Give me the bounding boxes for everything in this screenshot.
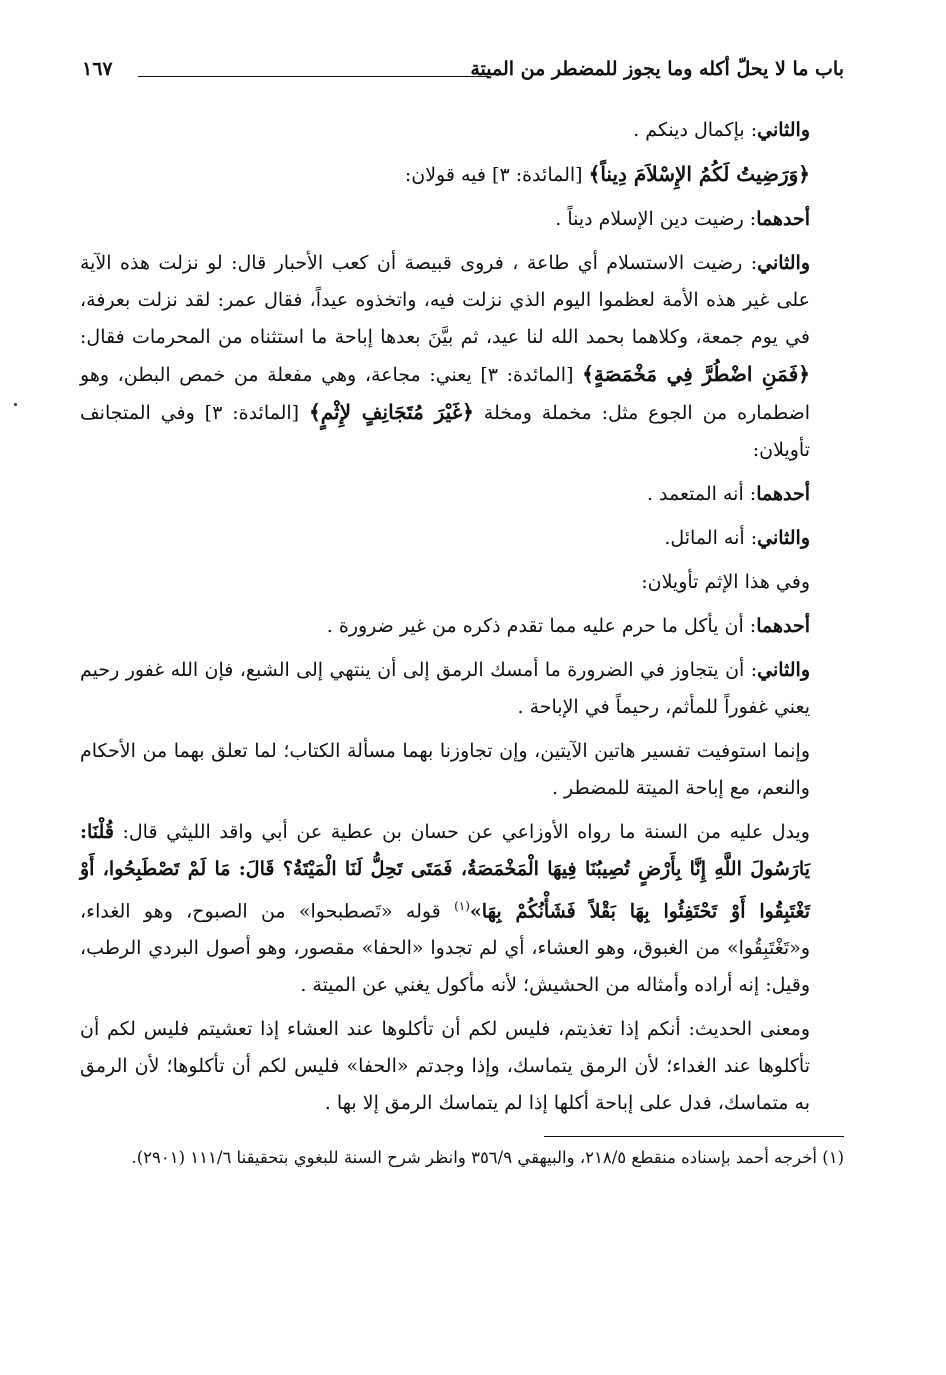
paragraph-text: : أنه المائل.	[664, 527, 758, 549]
paragraph	[80, 814, 844, 1004]
paragraph-label: والثاني	[757, 119, 810, 141]
header-rule	[138, 76, 489, 77]
page-number: ١٦٧	[82, 58, 113, 80]
paragraph-text: [المائدة: ٣] وفي المتجانف تأويلان:	[80, 402, 810, 461]
paragraph-label: أحدهما	[756, 483, 810, 505]
margin-speck	[14, 403, 17, 406]
paragraph-label: أحدهما	[756, 615, 810, 637]
paragraph	[80, 564, 844, 601]
paragraph-text: : أنه المتعمد .	[646, 483, 757, 505]
paragraph	[80, 156, 844, 194]
paragraph-text: : رضيت الاستسلام أي طاعة ، فروى قبيصة أن كعب الأحبار قال: لو نزلت هذه الآية على غير هذه الأمة لعظموا اليوم الذي نزلت فيه، واتخذوه عيداً، فقال عمر: لقد نزلت بعرفة، في يوم جمعة، وكلاهما بحمد الله لنا عيد، ثم بيَّنَ بعدها إباحة ما استثناه من المحرمات فقال:	[80, 252, 810, 348]
paragraph-text: : أن يأكل ما حرم عليه مما تقدم ذكره من غير ضرورة .	[326, 615, 757, 637]
quran-verse: ﴿وَرَضِيتُ لَكُمُ الإِسْلاَمَ دِيناً﴾	[588, 162, 810, 186]
paragraph-text: : أن يتجاوز في الضرورة ما أمسك الرمق إلى أن ينتهي إلى الشبع، فإن الله غفور رحيم يعني غفوراً للمأثم، رحيماً في الإباحة .	[80, 659, 810, 718]
paragraph-text: وفي هذا الإثم تأويلان:	[641, 571, 810, 593]
page-content	[80, 52, 844, 1173]
main-text	[80, 112, 844, 1122]
quran-verse: ﴿غَيْرَ مُتَجَانِفٍ لإِثْمٍ﴾	[308, 400, 474, 424]
paragraph-label: أحدهما	[756, 208, 810, 230]
paragraph	[80, 112, 844, 149]
chapter-title: باب ما لا يحلّ أكله وما يجوز للمضطر من الميتة	[470, 58, 844, 80]
paragraph-text: ويدل عليه من السنة ما رواه الأوزاعي عن حسان بن عطية عن أبي واقد الليثي قال:	[113, 821, 810, 843]
paragraph	[80, 201, 844, 238]
paragraph	[80, 520, 844, 557]
paragraph	[80, 608, 844, 645]
footnote-separator	[544, 1136, 844, 1137]
paragraph	[80, 1011, 844, 1122]
paragraph-text: [المائدة: ٣] يعني: مجاعة، وهي مفعلة من خمص البطن، وهو اضطماره من الجوع مثل: مخملة ومخلة	[80, 364, 811, 424]
paragraph-text: [المائدة: ٣] فيه قولان:	[404, 164, 589, 186]
paragraph	[80, 245, 844, 469]
footnote-reference: (١)	[454, 899, 470, 913]
paragraph	[80, 733, 844, 807]
paragraph-text: وإنما استوفيت تفسير هاتين الآيتين، وإن تجاوزنا بهما مسألة الكتاب؛ لما تعلق بهما من الأحكام والنعم، مع إباحة الميتة للمضطر .	[80, 740, 810, 799]
paragraph-text: قوله «تَصطبحوا» من الصبوح، وهو الغداء، و«تَغْتَبِقُوا» من الغبوق، وهو العشاء، أي لم تجدوا «الحفا» مقصور، وهو أصول البردي الرطب، وقيل: إنه أراده وأمثاله من الحشيش؛ لأنه مأكول يغني عن الميتة .	[80, 900, 810, 997]
quran-verse: ﴿فَمَنِ اضْطُرَّ فِي مَخْمَصَةٍ﴾	[582, 362, 810, 386]
paragraph-label: والثاني	[757, 659, 810, 681]
paragraph	[80, 476, 844, 513]
paragraph-label: والثاني	[757, 252, 810, 274]
paragraph-label: والثاني	[757, 527, 810, 549]
running-header	[80, 52, 844, 88]
paragraph-text: : بإكمال دينكم .	[633, 119, 758, 141]
paragraph-text: : رضيت دين الإسلام ديناً .	[555, 208, 757, 230]
paragraph-text: ومعنى الحديث: أنكم إذا تغذيتم، فليس لكم أن تأكلوها عند العشاء إذا تعشيتم فليس لكم أن تأكلوها عند الغداء؛ لأن الرمق يتماسك، وإذا وجدتم «الحفا» فليس لكم أن تأكلوها؛ لأن الرمق به متماسك، فدل على إباحة أكلها إذا لم يتماسك الرمق إلا بها .	[80, 1018, 810, 1115]
footnote: (١) أخرجه أحمد بإسناده منقطع ٢١٨/٥، والبيهقي ٣٥٦/٩ وانظر شرح السنة للبغوي بتحقيقنا ١١١/٦ (٢٩٠١).	[131, 1148, 844, 1168]
paragraph	[80, 652, 844, 726]
hadith-quote: قُلْنَا: يَارَسُولَ اللَّهِ إِنَّا بِأَرْضٍ تُصِيبُنَا فِيهَا الْمَخْمَصَةُ، فَمَتَى تَحِلُّ لَنَا الْمَيْتَةُ؟ قَالَ: مَا لَمْ تَصْطَبِحُوا، أَوْ تَغْتَبِقُوا أَوْ تَحْتَفِئُوا بِهَا بَقْلاً فَشَأْنُكُمْ بِهَا»	[80, 821, 810, 923]
